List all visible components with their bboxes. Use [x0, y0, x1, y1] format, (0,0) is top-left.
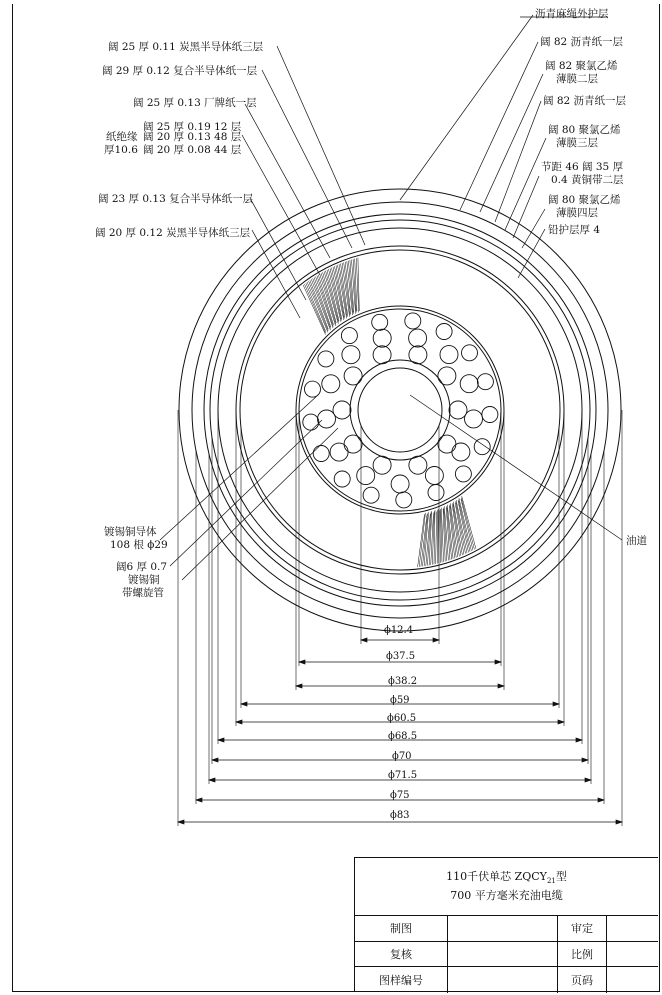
conductor-strand	[460, 375, 478, 393]
drawing-title-line1	[446, 870, 567, 888]
label-asphalt-paper-1: 阔 82 沥青纸一层	[540, 36, 624, 48]
title-subscript: 21	[546, 877, 556, 886]
label-pvc-film-2-b: 薄膜二层	[556, 73, 598, 85]
dimension-arrow	[241, 702, 247, 706]
dimension-arrow	[433, 638, 439, 642]
conductor-strand	[333, 401, 351, 419]
leader-line	[160, 395, 318, 540]
title-block-row	[355, 916, 658, 942]
label-carbon-paper-outer: 阔 25 厚 0.11 炭黑半导体纸三层	[108, 41, 264, 53]
insulation-hatch-line	[436, 512, 437, 564]
conductor-strand	[405, 313, 421, 329]
dimension-arrow	[582, 758, 588, 762]
title-block	[354, 857, 658, 991]
field-value-scale	[607, 942, 658, 967]
leader-line	[518, 229, 545, 278]
spiral-tube-ring	[350, 360, 450, 460]
label-composite-paper-inner: 阔 23 厚 0.13 复合半导体纸一层	[98, 193, 254, 205]
dim-text-83: ϕ83	[390, 810, 410, 821]
dimension-arrow	[212, 758, 218, 762]
dim-text-71-5: ϕ71.5	[388, 770, 418, 781]
conductor-strand	[341, 328, 357, 344]
label-composite-paper-outer: 阔 29 厚 0.12 复合半导体纸一层	[102, 65, 258, 77]
dim-text-70: ϕ70	[392, 751, 412, 762]
conductor-strand	[482, 407, 498, 423]
conductor-strand	[409, 329, 427, 347]
conductor-strand	[318, 410, 336, 428]
field-value-approved	[607, 916, 658, 941]
label-spiral-tube: 带螺旋管	[122, 587, 164, 599]
dimension-arrow	[209, 778, 215, 782]
dim-text-59: ϕ59	[390, 695, 410, 706]
conductor-strand	[455, 466, 471, 482]
field-value-drawing-no	[448, 967, 558, 993]
conductor-strand	[313, 446, 329, 462]
insulation-hatch-line	[347, 261, 353, 315]
drawing-title-line2: 700 平方毫米充油电缆	[450, 888, 563, 902]
conductor-strand	[409, 456, 427, 474]
insulation-hatch-line	[307, 282, 328, 332]
label-pvc-film-4-a: 阔 80 聚氯乙烯	[548, 194, 621, 206]
dimension-arrow	[585, 778, 591, 782]
title-block-row	[355, 967, 658, 993]
conductor-strand	[372, 314, 388, 330]
label-carbon-paper-inner: 阔 20 厚 0.12 炭黑半导体纸三层	[95, 227, 251, 239]
conductor-strand	[428, 485, 444, 501]
dimension-arrow	[558, 720, 564, 724]
dim-text-37-5: ϕ37.5	[386, 651, 416, 662]
leader-line	[277, 46, 365, 245]
dim-text-60-5: ϕ60.5	[387, 713, 417, 724]
conductor-strand	[363, 487, 379, 503]
label-outer-serving: 沥青麻绳外护层	[535, 8, 609, 20]
dimension-arrow	[218, 738, 224, 742]
label-pvc-film-2-a: 阔 82 聚氯乙烯	[545, 60, 618, 72]
label-spiral-tube-size: 阔6 厚 0.7	[116, 561, 168, 573]
conductor-strand	[440, 346, 458, 364]
dimension-arrow	[178, 820, 184, 824]
insulation-hatch-line	[423, 513, 428, 566]
insulation-ring	[240, 250, 560, 570]
conductor-strand	[344, 435, 362, 453]
title-block-title	[355, 858, 658, 916]
conductor-strand	[449, 401, 467, 419]
dimension-arrow	[553, 702, 559, 706]
field-label-checked: 复核	[355, 942, 448, 967]
conductor-strand	[344, 367, 362, 385]
title-block-row	[355, 942, 658, 968]
insulation-hatch-line	[440, 510, 441, 562]
pvc-film-ring	[192, 202, 608, 618]
label-asphalt-paper-2: 阔 82 沥青纸一层	[543, 95, 627, 107]
conductor-strand	[409, 346, 427, 364]
insulation-hatch-line	[438, 509, 439, 563]
conductor-strand	[436, 324, 452, 340]
dimension-arrow	[296, 684, 302, 688]
conductor-strand	[322, 375, 340, 393]
label-paper-insulation-1: 阔 25 厚 0.19 12 层	[143, 121, 242, 133]
label-pvc-film-3-b: 薄膜三层	[556, 137, 598, 149]
leader-line	[182, 428, 338, 580]
conductor-strand	[373, 456, 391, 474]
field-label-drawing-no: 图样编号	[355, 967, 448, 993]
conductor-strand	[462, 345, 478, 361]
dimension-arrow	[196, 798, 202, 802]
field-value-checked	[448, 942, 558, 967]
conductor-strand	[330, 443, 348, 461]
conductor-strand	[373, 346, 391, 364]
conductor-strand	[303, 414, 319, 430]
dim-text-38-2: ϕ38.2	[388, 676, 418, 687]
conductor-strand	[391, 475, 409, 493]
reinforcement-ring	[204, 214, 596, 606]
label-oil-duct: 油道	[626, 535, 647, 547]
field-label-page: 页码	[558, 967, 607, 993]
leader-line	[505, 138, 546, 230]
dim-text-12-4: ϕ12.4	[384, 625, 414, 636]
dim-text-68-5: ϕ68.5	[388, 731, 418, 742]
field-value-drawn	[448, 916, 558, 941]
label-brass-tape-a: 节距 46 阔 35 厚	[541, 161, 624, 173]
label-paper-insulation-3: 阔 20 厚 0.08 44 层	[143, 144, 242, 156]
label-conductor-count: 108 根 ϕ29	[110, 539, 168, 551]
label-pvc-film-4-b: 薄膜四层	[556, 207, 598, 219]
title-main: 110千伏单芯 ZQCY	[446, 870, 547, 884]
field-label-approved: 审定	[558, 916, 607, 941]
label-spiral-tube-material: 镀锡铜	[128, 574, 160, 586]
label-conductor: 镀锡铜导体	[104, 526, 157, 538]
lead-sheath-inner-ring	[218, 228, 582, 592]
leader-line	[460, 42, 538, 210]
conductor-strand	[452, 443, 470, 461]
label-brass-tape-b: 0.4 黄铜带二层	[551, 174, 624, 186]
leader-line	[250, 198, 306, 300]
conductor-strand	[474, 439, 490, 455]
dimension-arrow	[299, 660, 305, 664]
conductor-strand	[318, 351, 334, 367]
field-label-scale: 比例	[558, 942, 607, 967]
dimension-arrow	[576, 738, 582, 742]
conductor-strand	[396, 492, 412, 508]
dimension-arrow	[616, 820, 622, 824]
conductor-strand	[477, 374, 493, 390]
field-label-drawn: 制图	[355, 916, 448, 941]
label-brand-paper: 阔 25 厚 0.13 厂牌纸一层	[133, 97, 257, 109]
dimension-arrow	[236, 720, 242, 724]
dimension-arrow	[495, 660, 501, 664]
label-insulation-thickness: 厚10.6	[104, 144, 138, 156]
field-value-page	[607, 967, 658, 993]
insulation-screen-ring	[236, 246, 564, 574]
conductor-strand	[342, 346, 360, 364]
leader-line	[480, 74, 543, 212]
label-pvc-film-3-a: 阔 80 聚氯乙烯	[548, 124, 621, 136]
dim-text-75: ϕ75	[390, 790, 410, 801]
dimension-arrow	[361, 638, 367, 642]
dimension-arrow	[598, 798, 604, 802]
title-suffix: 型	[555, 870, 567, 884]
conductor-strand	[425, 467, 443, 485]
insulation-hatch-line	[306, 283, 326, 332]
conductor-strand	[438, 367, 456, 385]
conductor-strand	[305, 381, 321, 397]
insulation-hatch-line	[309, 281, 329, 331]
label-paper-insulation-2: 阔 20 厚 0.13 48 层	[143, 131, 242, 143]
conductor-strand	[357, 467, 375, 485]
conductor-strand	[334, 471, 350, 487]
lead-sheath-outer-ring	[210, 220, 590, 600]
dimension-arrow	[498, 684, 504, 688]
conductor-strand	[373, 329, 391, 347]
label-paper-insulation-title: 纸绝缘	[106, 131, 138, 143]
serving-ring	[179, 189, 621, 631]
insulation-hatch-line	[453, 502, 462, 556]
leader-line	[400, 15, 533, 200]
conductor-strand	[465, 410, 483, 428]
label-lead-sheath: 铅护层厚 4	[548, 224, 601, 236]
conductor-strand	[438, 435, 456, 453]
oil-duct-ring	[358, 368, 442, 452]
